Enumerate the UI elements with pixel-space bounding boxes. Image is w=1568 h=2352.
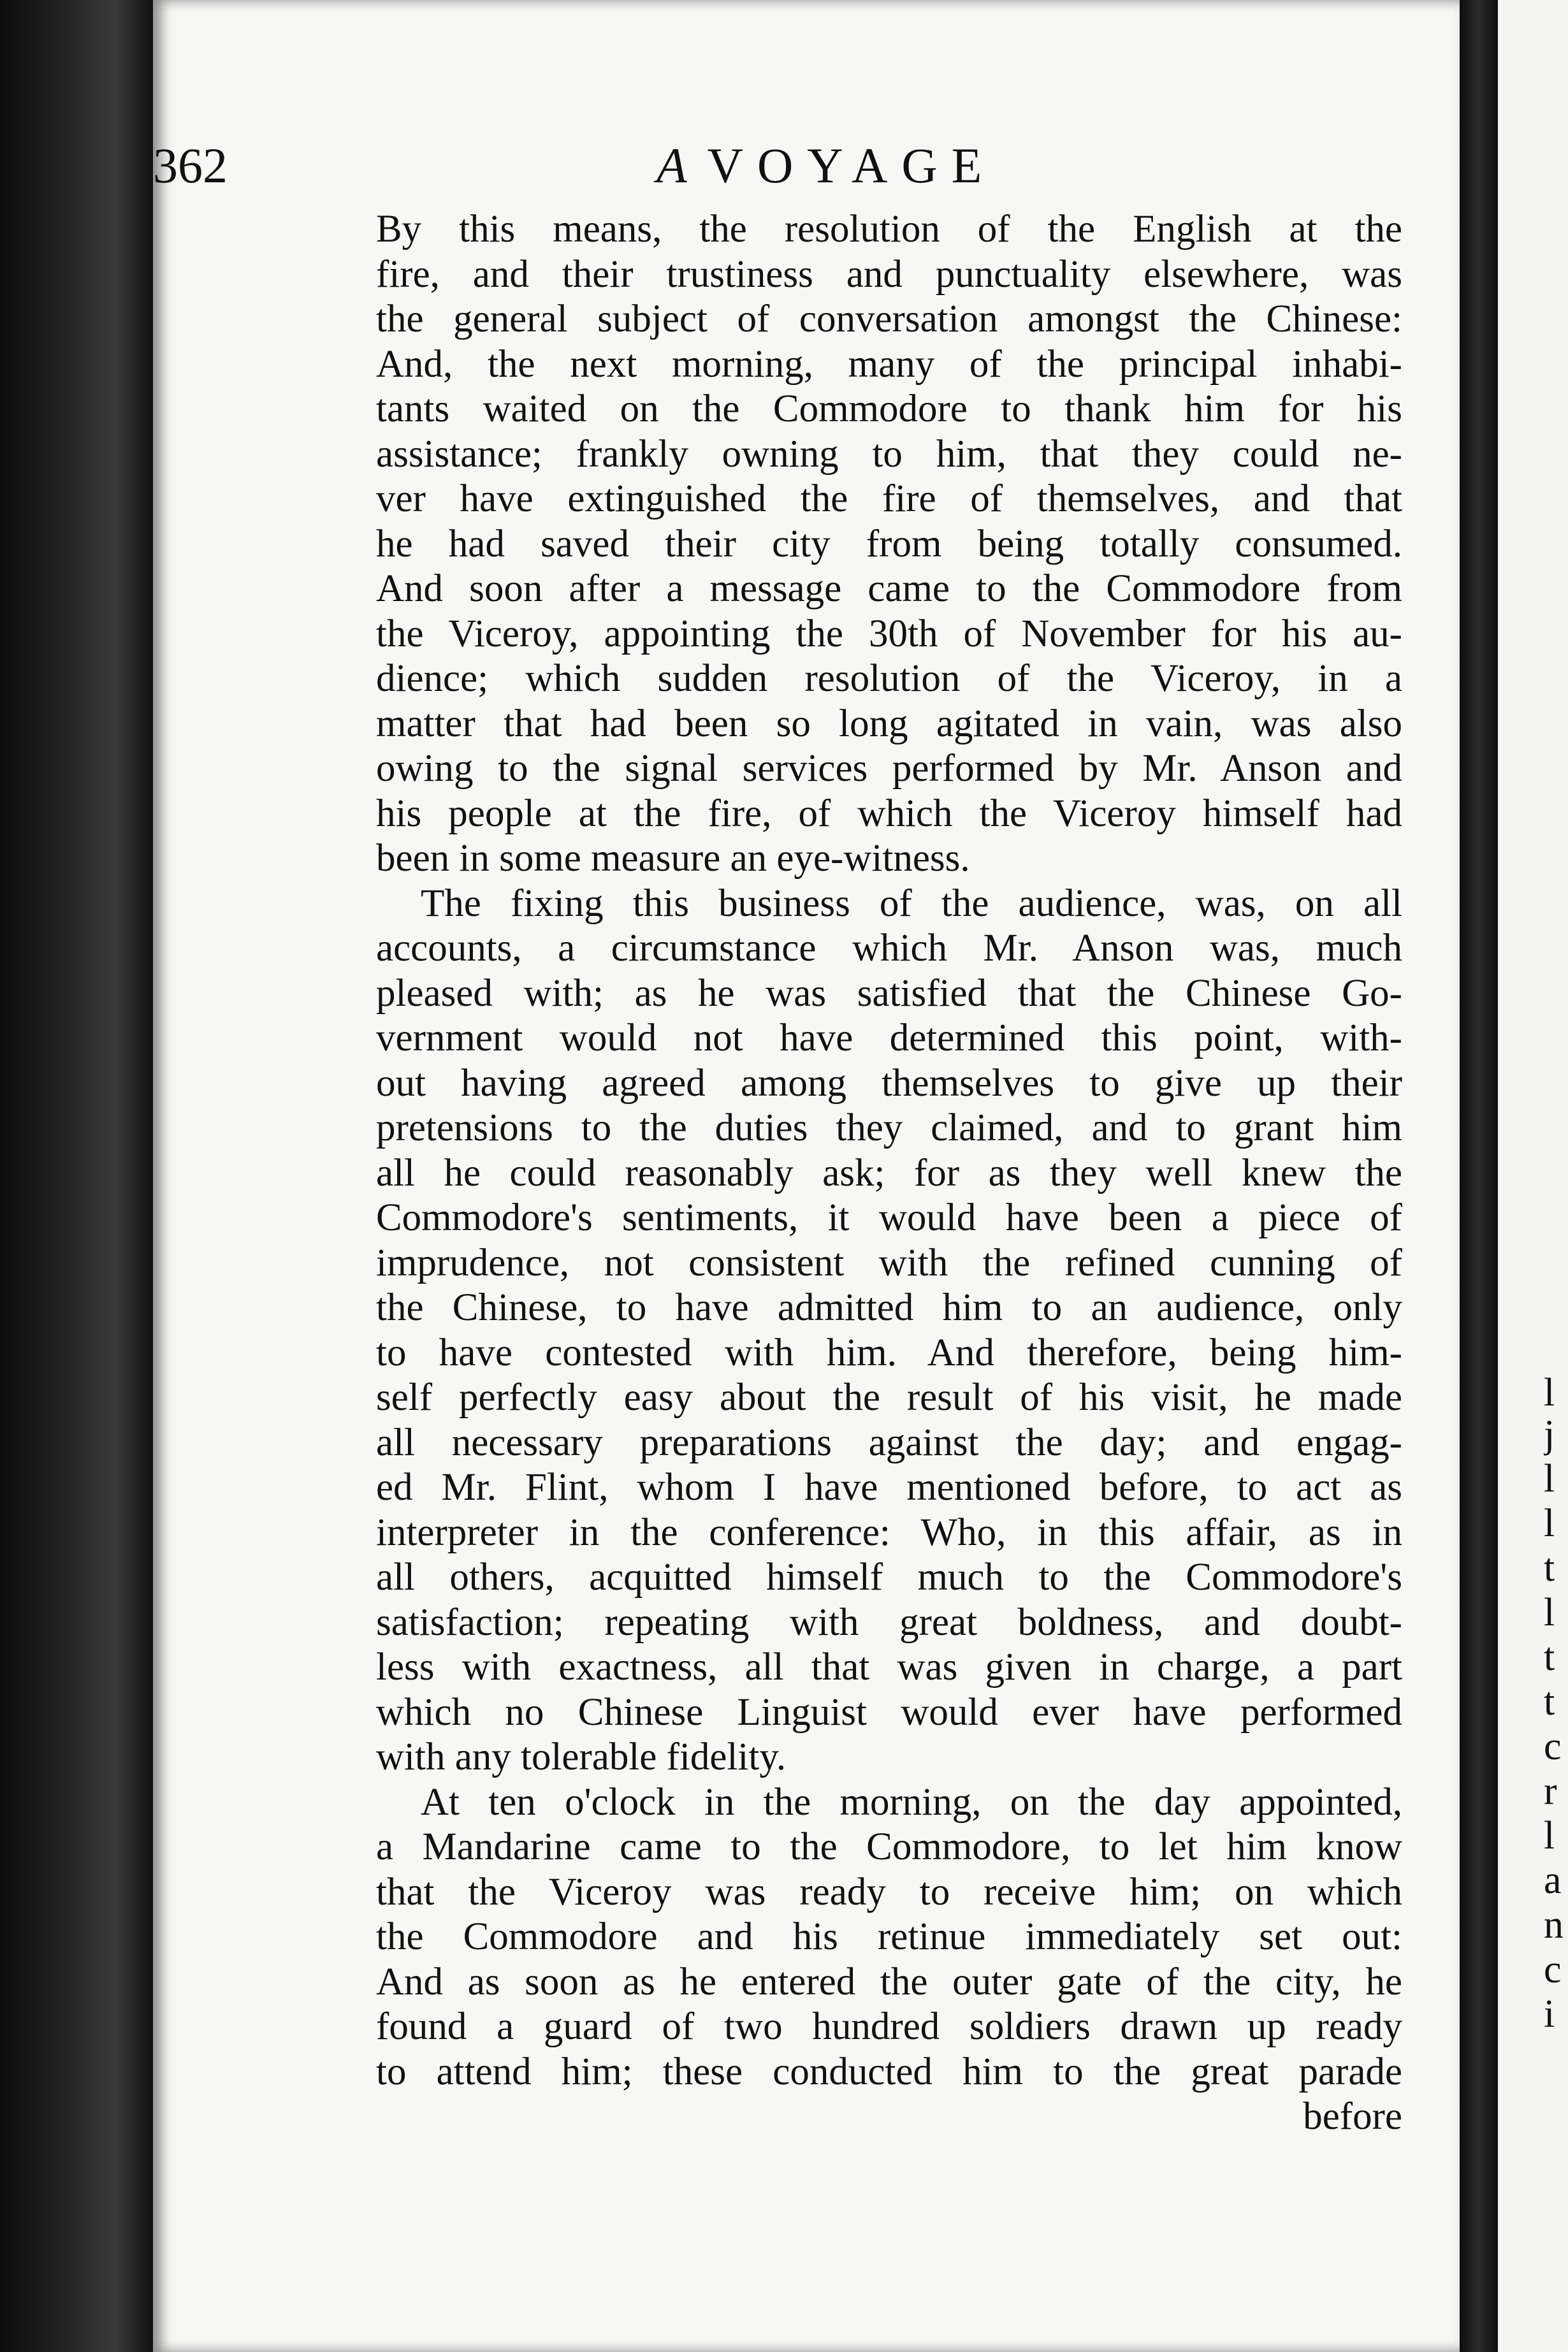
facing-page-fragment: i [1544, 1993, 1555, 2036]
facing-page-fragment: n [1544, 1903, 1564, 1947]
text-line: And, the next morning, many of the principal inhabi- [376, 342, 1402, 386]
text-line: his people at the fire, of which the Viceroy himself had [376, 792, 1402, 835]
text-line: vernment would not have determined this point, with- [376, 1017, 1402, 1059]
text-line: to attend him; these conducted him to the great parade [376, 2050, 1402, 2093]
catchword: before [1303, 2095, 1402, 2138]
facing-page-fragment: l [1544, 1814, 1555, 1857]
text-line: the Viceroy, appointing the 30th of November for his au- [376, 612, 1402, 655]
text-line: fire, and their trustiness and punctuality elsewhere, was [376, 252, 1402, 296]
paragraph-3 [376, 1780, 1402, 2095]
running-title-article: A [657, 138, 701, 193]
text-line: dience; which sudden resolution of the Viceroy, in a [376, 657, 1402, 700]
facing-page-fragment: t [1544, 1680, 1555, 1724]
text-line: imprudence, not consistent with the refined cunning of [376, 1241, 1402, 1284]
text-line: At ten o'clock in the morning, on the day appointed, [421, 1780, 1402, 1824]
text-line: pretensions to the duties they claimed, and to grant him [376, 1107, 1402, 1149]
text-line: less with exactness, all that was given in charge, a part [376, 1646, 1402, 1688]
facing-page-edge [1498, 0, 1568, 2352]
facing-page-fragment: l [1544, 1591, 1555, 1634]
text-line: to have contested with him. And therefore, being him- [376, 1331, 1402, 1374]
facing-page-fragment: t [1544, 1636, 1555, 1679]
text-line: Commodore's sentiments, it would have been a piece of [376, 1196, 1402, 1239]
text-line: matter that had been so long agitated in vain, was also [376, 702, 1402, 745]
facing-page-fragment: r [1544, 1769, 1557, 1813]
facing-page-fragment: t [1544, 1546, 1555, 1590]
text-line: self perfectly easy about the result of his visit, he made [376, 1376, 1402, 1419]
running-title [657, 137, 996, 194]
text-line: a Mandarine came to the Commodore, to let him know [376, 1826, 1402, 1868]
text-line: accounts, a circumstance which Mr. Anson was, much [376, 927, 1402, 969]
facing-page-fragment: a [1544, 1859, 1562, 1902]
text-line: all he could reasonably ask; for as they well knew the [376, 1151, 1402, 1194]
text-line: he had saved their city from being totally consumed. [376, 522, 1402, 565]
facing-page-fragment: c [1544, 1725, 1562, 1768]
text-line: out having agreed among themselves to give up their [376, 1061, 1402, 1105]
text-line: assistance; frankly owning to him, that they could ne- [376, 432, 1402, 475]
facing-page-fragment: c [1544, 1948, 1562, 1991]
facing-page-fragment: l [1544, 1371, 1555, 1414]
text-line: all necessary preparations against the day; and engag- [376, 1421, 1402, 1464]
text-line: owing to the signal services performed by Mr. Anson and [376, 747, 1402, 790]
book-spine-edge [0, 0, 153, 2352]
text-line: And soon after a message came to the Commodore from [376, 567, 1402, 610]
text-line: pleased with; as he was satisfied that the Chinese Go- [376, 971, 1402, 1015]
paragraph-1 [376, 207, 1402, 882]
facing-page-fragment: l [1544, 1457, 1555, 1500]
page-number: 362 [153, 138, 228, 193]
paragraph-2 [376, 882, 1402, 1780]
text-line: ed Mr. Flint, whom I have mentioned before, to act as [376, 1466, 1402, 1509]
facing-page-fragment: l [1544, 1502, 1555, 1545]
text-line: that the Viceroy was ready to receive him; on which [376, 1870, 1402, 1913]
text-line: which no Chinese Linguist would ever have performed [376, 1690, 1402, 1734]
book-gutter [1460, 0, 1498, 2352]
text-line: The fixing this business of the audience, was, on all [421, 882, 1402, 925]
text-line: all others, acquitted himself much to the Commodore's [376, 1556, 1402, 1599]
text-line: found a guard of two hundred soldiers drawn up ready [376, 2005, 1402, 2048]
text-line: satisfaction; repeating with great boldness, and doubt- [376, 1601, 1402, 1644]
text-line: the Chinese, to have admitted him to an audience, only [376, 1286, 1402, 1329]
text-line: been in some measure an eye-witness. [376, 837, 970, 880]
running-title-word: VOYAGE [707, 138, 996, 193]
text-line: tants waited on the Commodore to thank him for his [376, 388, 1402, 430]
text-line: interpreter in the conference: Who, in this affair, as in [376, 1511, 1402, 1554]
facing-page-fragment: j [1544, 1412, 1555, 1456]
text-line: And as soon as he entered the outer gate of the city, he [376, 1960, 1402, 2003]
text-line: the Commodore and his retinue immediately set out: [376, 1915, 1402, 1958]
text-line: ver have extinguished the fire of themselves, and that [376, 477, 1402, 520]
text-line: By this means, the resolution of the English at the [376, 208, 1402, 250]
text-line: with any tolerable fidelity. [376, 1736, 787, 1778]
body-text [376, 207, 1402, 2140]
text-line: the general subject of conversation amongst the Chinese: [376, 298, 1402, 340]
